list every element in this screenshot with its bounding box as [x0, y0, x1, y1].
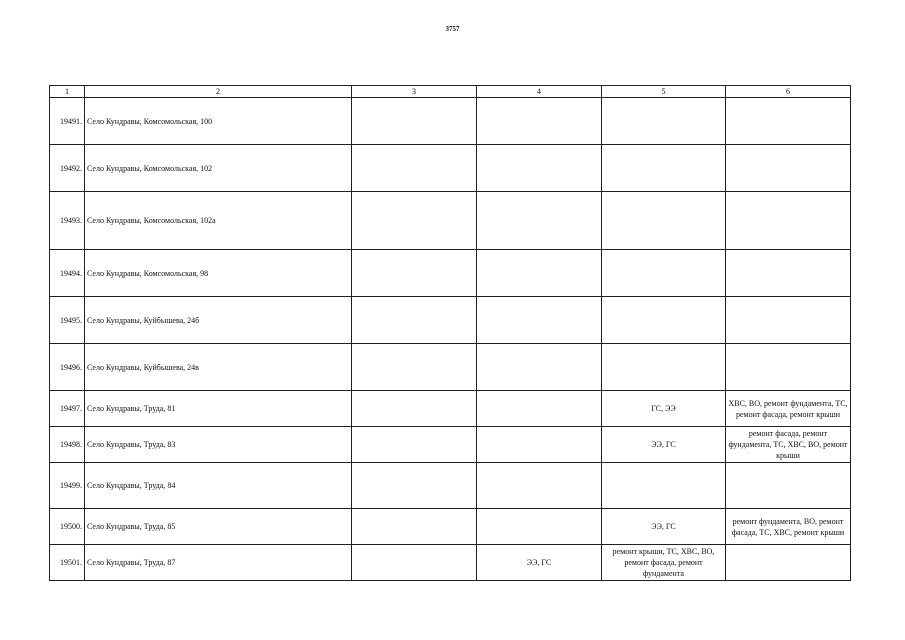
- address-cell: Село Кундравы, Комсомольская, 102: [85, 145, 352, 192]
- col5-cell: [602, 98, 726, 145]
- col6-cell: [726, 192, 851, 250]
- table-row: [50, 463, 851, 509]
- row-number: 19493.: [50, 192, 85, 250]
- col5-cell: [602, 192, 726, 250]
- col3-cell: [352, 427, 477, 463]
- row-number: 19496.: [50, 344, 85, 391]
- col6-cell: [726, 297, 851, 344]
- table-row: [50, 545, 851, 581]
- address-cell: Село Кундравы, Куйбышева, 24б: [85, 297, 352, 344]
- col5-cell: ГС, ЭЭ: [602, 391, 726, 427]
- col3-cell: [352, 192, 477, 250]
- column-header: 4: [477, 86, 602, 98]
- col3-cell: [352, 145, 477, 192]
- col3-cell: [352, 98, 477, 145]
- col5-cell: [602, 250, 726, 297]
- col3-cell: [352, 297, 477, 344]
- address-cell: Село Кундравы, Труда, 87: [85, 545, 352, 581]
- page-number: 3757: [445, 25, 460, 33]
- row-number: 19497.: [50, 391, 85, 427]
- table-row: [50, 509, 851, 545]
- col4-cell: [477, 463, 602, 509]
- table-row: [50, 391, 851, 427]
- col5-cell: ремонт крыши, ТС, ХВС, ВО, ремонт фасада, ремонт фундамента: [602, 545, 726, 581]
- col4-cell: [477, 344, 602, 391]
- table-row: [50, 297, 851, 344]
- column-header: 2: [85, 86, 352, 98]
- col4-cell: [477, 98, 602, 145]
- col3-cell: [352, 250, 477, 297]
- column-header-row: [50, 86, 851, 98]
- col5-cell: [602, 297, 726, 344]
- row-number: 19491.: [50, 98, 85, 145]
- col5-cell: [602, 344, 726, 391]
- col4-cell: ЭЭ, ГС: [477, 545, 602, 581]
- column-header: 5: [602, 86, 726, 98]
- address-register-table: [49, 85, 851, 581]
- col5-cell: ЭЭ, ГС: [602, 427, 726, 463]
- col6-cell: [726, 98, 851, 145]
- col4-cell: [477, 145, 602, 192]
- col3-cell: [352, 509, 477, 545]
- col6-cell: [726, 344, 851, 391]
- row-number: 19499.: [50, 463, 85, 509]
- row-number: 19494.: [50, 250, 85, 297]
- row-number: 19495.: [50, 297, 85, 344]
- col4-cell: [477, 192, 602, 250]
- address-cell: Село Кундравы, Комсомольская, 102а: [85, 192, 352, 250]
- row-number: 19501.: [50, 545, 85, 581]
- col6-cell: ремонт фундамента, ВО, ремонт фасада, ТС, ХВС, ремонт крыши: [726, 509, 851, 545]
- row-number: 19498.: [50, 427, 85, 463]
- col3-cell: [352, 344, 477, 391]
- address-cell: Село Кундравы, Труда, 83: [85, 427, 352, 463]
- address-cell: Село Кундравы, Труда, 84: [85, 463, 352, 509]
- col6-cell: [726, 145, 851, 192]
- column-header: 3: [352, 86, 477, 98]
- col4-cell: [477, 427, 602, 463]
- address-cell: Село Кундравы, Комсомольская, 100: [85, 98, 352, 145]
- col6-cell: [726, 545, 851, 581]
- table-row: [50, 344, 851, 391]
- col5-cell: [602, 463, 726, 509]
- col6-cell: [726, 250, 851, 297]
- row-number: 19492.: [50, 145, 85, 192]
- col4-cell: [477, 391, 602, 427]
- address-cell: Село Кундравы, Труда, 85: [85, 509, 352, 545]
- table-row: [50, 192, 851, 250]
- address-cell: Село Кундравы, Куйбышева, 24в: [85, 344, 352, 391]
- table-row: [50, 145, 851, 192]
- col6-cell: ремонт фасада, ремонт фундамента, ТС, ХВС, ВО, ремонт крыши: [726, 427, 851, 463]
- address-cell: Село Кундравы, Труда, 81: [85, 391, 352, 427]
- table-row: [50, 427, 851, 463]
- column-header: 1: [50, 86, 85, 98]
- table-row: [50, 250, 851, 297]
- col6-cell: ХВС, ВО, ремонт фундамента, ТС, ремонт фасада, ремонт крыши: [726, 391, 851, 427]
- col4-cell: [477, 250, 602, 297]
- col3-cell: [352, 545, 477, 581]
- table-row: [50, 98, 851, 145]
- col3-cell: [352, 463, 477, 509]
- col5-cell: ЭЭ, ГС: [602, 509, 726, 545]
- column-header: 6: [726, 86, 851, 98]
- col4-cell: [477, 509, 602, 545]
- col5-cell: [602, 145, 726, 192]
- address-cell: Село Кундравы, Комсомольская, 98: [85, 250, 352, 297]
- col6-cell: [726, 463, 851, 509]
- col4-cell: [477, 297, 602, 344]
- col3-cell: [352, 391, 477, 427]
- row-number: 19500.: [50, 509, 85, 545]
